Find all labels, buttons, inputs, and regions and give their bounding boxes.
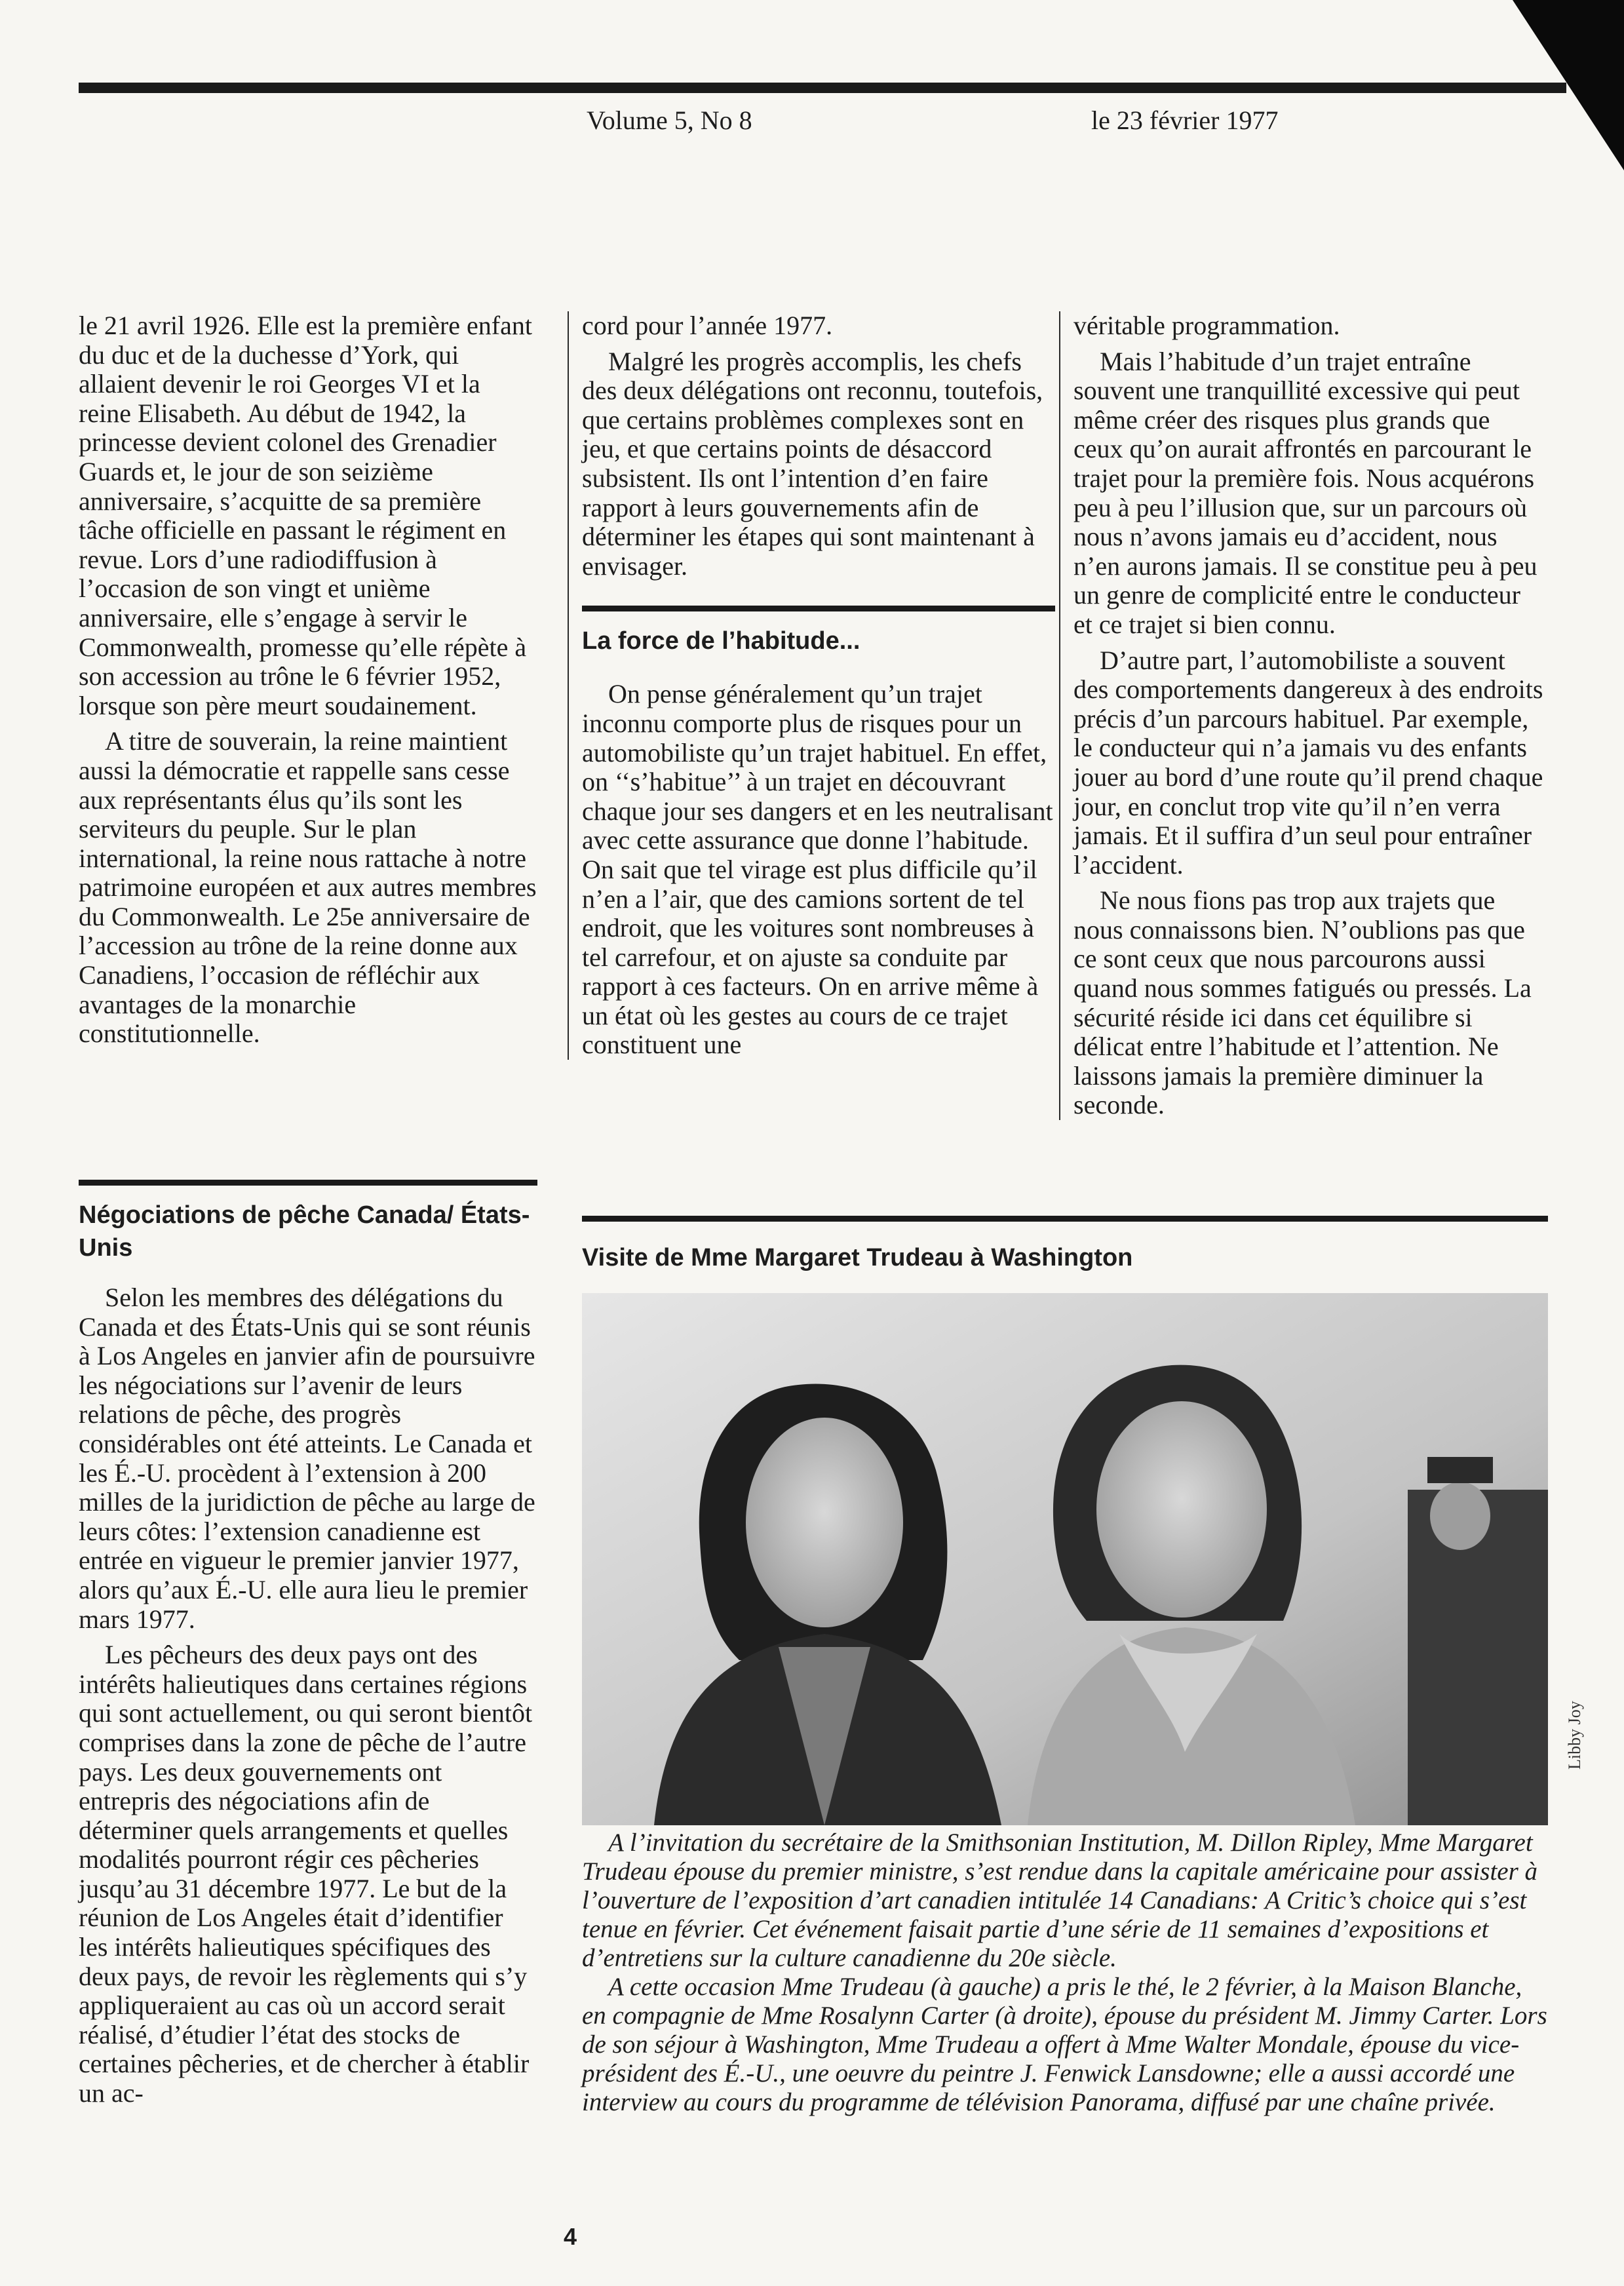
top-rule	[79, 83, 1566, 93]
paragraph: cord pour l’année 1977.	[582, 311, 833, 340]
paragraph: le 21 avril 1926. Elle est la première enfant du duc et de la duchesse d’York, qui allaient devenir le roi Georges VI et la reine Elisabeth. Au début de 1942, la princesse devient colonel des Grenadier Guards et, le jour de son seizième anniversaire, s’acquitte de sa première tâche officielle en passant le régiment en revue. Lors d’une radiodiffusion à l’occasion de son vingt et unième anniversaire, elle s’engage à servir le Commonwealth, promesse qu’elle répète à son accession au trône le 6 février 1952, lorsque son père meurt soudainement.	[79, 311, 532, 720]
photo-credit: Libby Joy	[1565, 1701, 1584, 1770]
paragraph: véritable programmation.	[1073, 311, 1340, 340]
photo-caption	[582, 1829, 1548, 2117]
paragraph: A titre de souverain, la reine maintient aussi la démocratie et rappelle sans cesse aux représentants élus qu’ils sont les serviteurs du peuple. Sur le plan international, la reine nous rattache à notre patrimoine européen et aux autres membres du Commonwealth. Le 25e anniversaire de l’accession au trône de la reine donne aux Canadiens, l’occasion de réfléchir aux avantages de la monarchie constitutionnelle.	[79, 726, 537, 1049]
column-1	[79, 311, 537, 1049]
page-number: 4	[564, 2223, 577, 2250]
column-2	[568, 311, 1055, 1060]
section-rule	[79, 1180, 537, 1186]
visit-section	[582, 1216, 1548, 1274]
negotiations-body	[79, 1283, 537, 2108]
photo	[582, 1293, 1548, 1825]
paragraph: Ne nous fions pas trop aux trajets que nous connaissons bien. N’oublions pas que ce sont ceux que nous parcourons aussi quand nous sommes fatigués ou pressés. La sécurité réside ici dans cet équilibre si délicat entre l’habitude et l’attention. Ne laissons jamais la première diminuer la seconde.	[1073, 885, 1532, 1120]
section-rule	[582, 606, 1055, 611]
caption-paragraph: A l’invitation du secrétaire de la Smithsonian Institution, M. Dillon Ripley, Mme Margaret Trudeau épouse du premier ministre, s’est rendue dans la capitale américaine pour assister à l’ouverture de l’exposition d’art canadien intitulée 14 Canadians: A Critic’s choice qui s’est tenue en février. Cet événement faisait partie d’une série de 11 semaines d’expositions et d’entretiens sur la culture canadienne du 20e siècle.	[582, 1829, 1538, 1972]
photo-image	[582, 1293, 1548, 1825]
section-heading: Visite de Mme Margaret Trudeau à Washington	[582, 1244, 1133, 1271]
paragraph: Les pêcheurs des deux pays ont des intérêts halieutiques dans certaines régions qui sont actuellement, ou qui seront bientôt comprises dans la zone de pêche de l’autre pays. Les deux gouvernements ont entrepris des négociations afin de déterminer quels arrangements et quelles modalités pourront régir ces pêcheries jusqu’au 31 décembre 1977. Le but de la réunion de Los Angeles était d’identifier les intérêts halieutiques spécifiques des deux pays, de revoir les règlements qui s’y appliqueraient au cas où un accord serait réalisé, d’étudier l’état des stocks de certaines pêcheries, et de chercher à établir un ac-	[79, 1640, 533, 2108]
negotiations-section	[79, 1180, 537, 1264]
column-3	[1059, 311, 1544, 1120]
paragraph: Mais l’habitude d’un trajet entraîne souvent une tranquillité excessive qui peut même créer des risques plus grands que ceux qu’on aurait affrontés en parcourant le trajet pour la première fois. Nous acquérons peu à peu l’illusion que, sur un parcours où nous n’avons jamais eu d’accident, nous n’en aurons jamais. Il se constitue peu à peu un genre de complicité entre le conducteur et ce trajet si bien connu.	[1073, 346, 1537, 639]
paragraph: Malgré les progrès accomplis, les chefs des deux délégations ont reconnu, toutefois, que certains problèmes complexes sont en jeu, et que certains points de désaccord subsistent. Ils ont l’intention d’en faire rapport à leurs gouvernements afin de déterminer les étapes qui sont maintenant à envisager.	[582, 346, 1043, 581]
paragraph: D’autre part, l’automobiliste a souvent des comportements dangereux à des endroits précis d’un parcours habituel. Par exemple, le conducteur qui n’a jamais vu des enfants jouer au bord d’une route qu’il prend chaque jour, en conclut trop vite qu’il n’en verra jamais. Et il suffira d’un seul pour entraîner l’accident.	[1073, 645, 1543, 880]
paragraph: Selon les membres des délégations du Canada et des États-Unis qui se sont réunis à Los Angeles en janvier afin de poursuivre les négociations sur l’avenir de leurs relations de pêche, des progrès considérables ont été atteints. Le Canada et les É.-U. procèdent à l’extension à 200 milles de la juridiction de pêche au large de leurs côtes: l’extension canadienne est entrée en vigueur le premier janvier 1977, alors qu’aux É.-U. elle aura lieu le premier mars 1977.	[79, 1283, 535, 1634]
section-heading: La force de l’habitude...	[582, 627, 860, 655]
masthead-volume: Volume 5, No 8	[587, 106, 752, 135]
section-heading: Négociations de pêche Canada/ États-Unis	[79, 1201, 530, 1262]
paragraph: On pense généralement qu’un trajet inconnu comporte plus de risques pour un automobiliste qu’un trajet habituel. En effet, on ‘‘s’habitue’’ à un trajet en découvrant chaque jour ses dangers et en les neutralisant avec cette assurance que donne l’habitude. On sait que tel virage est plus difficile qu’il n’en a l’air, que des camions sortent de tel endroit, que les voitures sont nombreuses à tel carrefour, et on ajuste sa conduite par rapport à ces facteurs. On en arrive même à un état où les gestes au cours de ce trajet constituent une	[582, 679, 1053, 1060]
section-rule	[582, 1216, 1548, 1222]
caption-paragraph: A cette occasion Mme Trudeau (à gauche) a pris le thé, le 2 février, à la Maison Blanche, en compagnie de Mme Rosalynn Carter (à droite), épouse du président M. Jimmy Carter. Lors de son séjour à Washington, Mme Trudeau a offert à Mme Walter Mondale, épouse du vice-président des É.-U., une oeuvre du peintre J. Fenwick Lansdowne; elle a aussi accordé une interview au cours du programme de télévision Panorama, diffusé par une chaîne privée.	[582, 1973, 1547, 2116]
masthead-date: le 23 février 1977	[1091, 106, 1279, 135]
